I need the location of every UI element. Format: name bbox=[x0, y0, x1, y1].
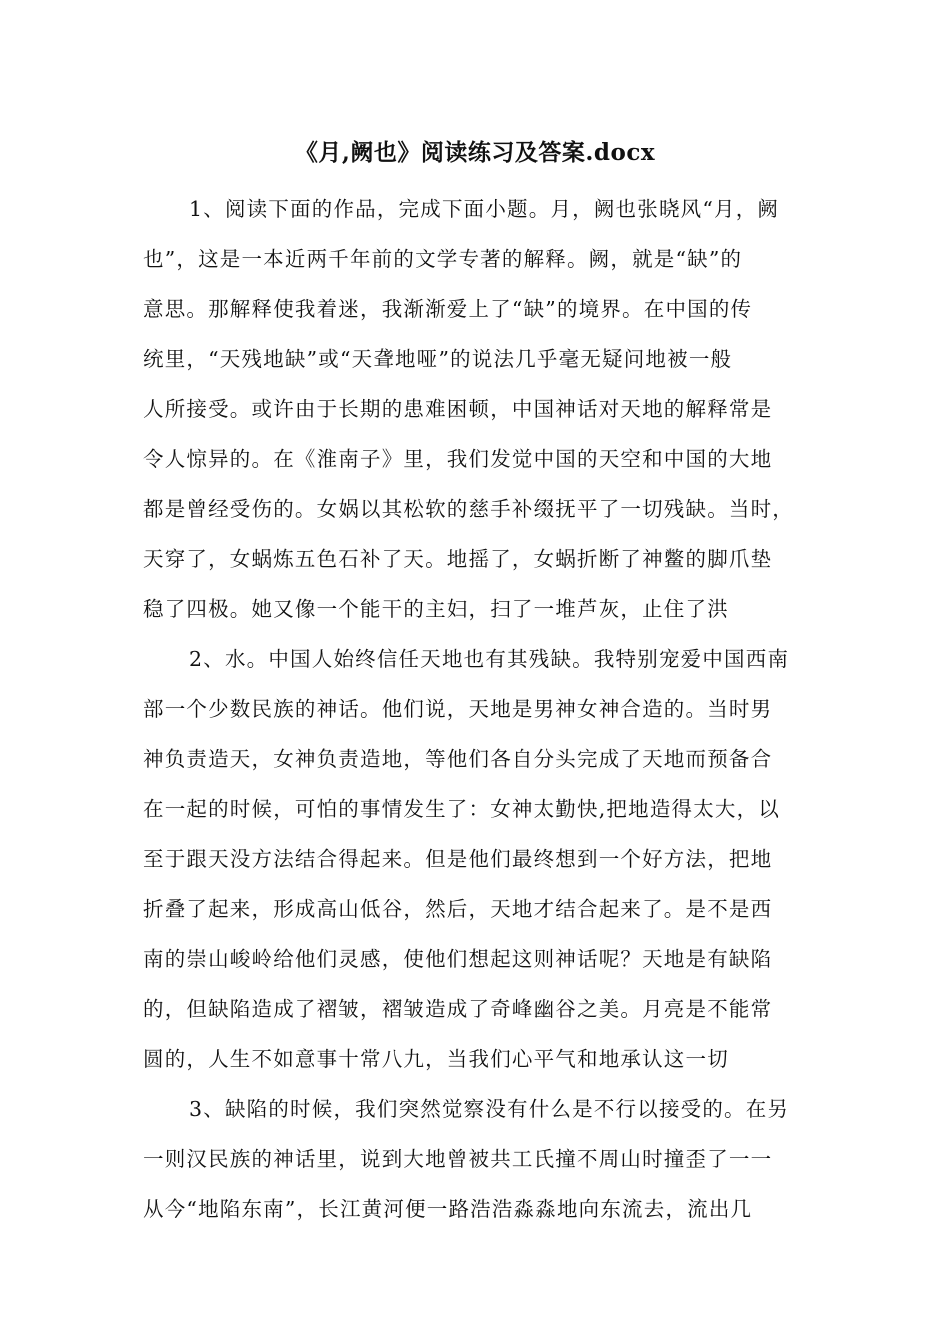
paragraph-2-line-1: 2、水。中国人始终信任天地也有其残缺。我特别宠爱中国西南 bbox=[189, 647, 790, 671]
paragraph-2-line-7: 南的崇山峻岭给他们灵感，使他们想起这则神话呢？天地是有缺陷 bbox=[143, 947, 773, 971]
paragraph-1-line-8: 天穿了，女蜗炼五色石补了天。地摇了，女蜗折断了神鳖的脚爪垫 bbox=[143, 547, 773, 571]
paragraph-3-line-3: 从今“地陷东南”，长江黄河便一路浩浩淼淼地向东流去，流出几 bbox=[143, 1197, 753, 1221]
paragraph-1-line-3: 意思。那解释使我着迷，我渐渐爱上了“缺”的境界。在中国的传 bbox=[143, 297, 753, 321]
paragraph-2-line-8: 的，但缺陷造成了褶皱，褶皱造成了奇峰幽谷之美。月亮是不能常 bbox=[143, 997, 773, 1021]
paragraph-2-line-4: 在一起的时候，可怕的事情发生了：女神太勤快,把地造得太大，以 bbox=[143, 797, 781, 821]
paragraph-1-line-4: 统里，“天残地缺”或“天聋地哑”的说法几乎毫无疑问地被一般 bbox=[143, 347, 733, 371]
paragraph-2-line-3: 神负责造天，女神负责造地，等他们各自分头完成了天地而预备合 bbox=[143, 747, 773, 771]
paragraph-2-line-9: 圆的，人生不如意事十常八九，当我们心平气和地承认这一切 bbox=[143, 1047, 729, 1071]
paragraph-3-line-1: 3、缺陷的时候，我们突然觉察没有什么是不行以接受的。在另 bbox=[189, 1097, 790, 1121]
paragraph-2-line-5: 至于跟天没方法结合得起来。但是他们最终想到一个好方法，把地 bbox=[143, 847, 773, 871]
paragraph-1-line-5: 人所接受。或许由于长期的患难困顿，中国神话对天地的解释常是 bbox=[143, 397, 773, 421]
paragraph-2-line-2: 部一个少数民族的神话。他们说，天地是男神女神合造的。当时男 bbox=[143, 697, 773, 721]
document-body bbox=[143, 184, 823, 1234]
paragraph-1-line-7: 都是曾经受伤的。女娲以其松软的慈手补缀抚平了一切残缺。当时， bbox=[143, 497, 794, 521]
document-title: 《月,阙也》阅读练习及答案.docx bbox=[294, 139, 656, 166]
paragraph-1-line-6: 令人惊异的。在《淮南子》里，我们发觉中国的天空和中国的大地 bbox=[143, 447, 773, 471]
paragraph-1-line-2: 也”，这是一本近两千年前的文学专著的解释。阙，就是“缺”的 bbox=[143, 247, 743, 271]
paragraph-1-line-9: 稳了四极。她又像一个能干的主妇，扫了一堆芦灰，止住了洪 bbox=[143, 597, 729, 621]
paragraph-1-line-1: 1、阅读下面的作品，完成下面小题。月，阙也张晓风“月，阙 bbox=[189, 197, 780, 221]
paragraph-3-line-2: 一则汉民族的神话里，说到大地曾被共工氏撞不周山时撞歪了一一 bbox=[143, 1147, 773, 1171]
paragraph-2-line-6: 折叠了起来，形成高山低谷，然后，天地才结合起来了。是不是西 bbox=[143, 897, 773, 921]
